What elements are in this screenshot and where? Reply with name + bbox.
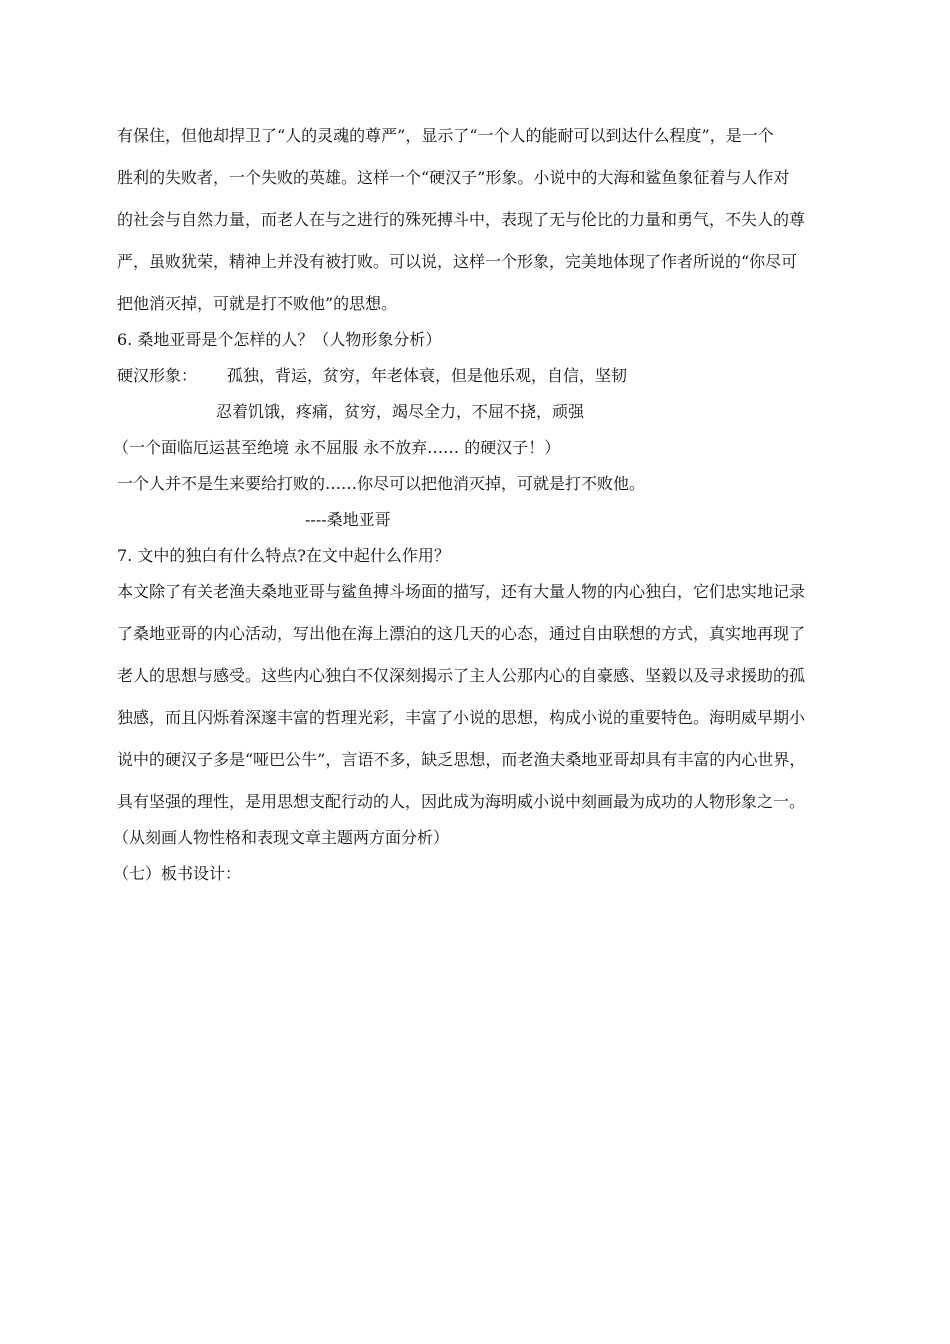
question-title: 6. 桑地亚哥是个怎样的人？（人物形象分析） — [117, 330, 442, 349]
paragraph-line: 老人的思想与感受。这些内心独白不仅深刻揭示了主人公那内心的自豪感、坚毅以及寻求援助的孤 — [117, 666, 806, 685]
paragraph-line: 独感，而且闪烁着深邃丰富的哲理光彩，丰富了小说的思想，构成小说的重要特色。海明威早期小 — [117, 708, 806, 727]
section-title: （七）板书设计： — [113, 864, 242, 883]
quote: 一个人并不是生来要给打败的……你尽可以把他消灭掉，可就是打不败他。 — [117, 474, 646, 493]
paragraph-line: 具有坚强的理性，是用思想支配行动的人，因此成为海明威小说中刻画最为成功的人物形象之一。 — [117, 792, 806, 811]
trait-row-1 — [117, 366, 627, 386]
quote-attribution: ----桑地亚哥 — [305, 510, 391, 529]
trait-summary: （一个面临厄运甚至绝境 永不屈服 永不放弃…… 的硬汉子！） — [113, 438, 561, 457]
trait-text: 孤独，背运，贫穷，年老体衰，但是他乐观，自信，坚韧 — [227, 366, 628, 385]
question-title: 7. 文中的独白有什么特点?在文中起什么作用？ — [117, 546, 450, 565]
trait-row-2: 忍着饥饿，疼痛，贫穷，竭尽全力，不屈不挠，顽强 — [216, 402, 585, 421]
paragraph-line: 的社会与自然力量，而老人在与之进行的殊死搏斗中，表现了无与伦比的力量和勇气，不失人的尊 — [117, 210, 806, 229]
paragraph-line: 说中的硬汉子多是“哑巴公牛”，言语不多，缺乏思想，而老渔夫桑地亚哥却具有丰富的内心世界， — [117, 750, 806, 769]
paragraph-line: 本文除了有关老渔夫桑地亚哥与鲨鱼搏斗场面的描写，还有大量人物的内心独白，它们忠实地记录 — [117, 582, 806, 601]
paragraph-line: 有保住，但他却捍卫了“人的灵魂的尊严”，显示了“一个人的能耐可以到达什么程度”，是一个 — [117, 126, 774, 145]
analysis-note: （从刻画人物性格和表现文章主题两方面分析） — [113, 828, 450, 847]
paragraph-line: 把他消灭掉，可就是打不败他”的思想。 — [117, 294, 398, 313]
paragraph-line: 了桑地亚哥的内心活动，写出他在海上漂泊的这几天的心态，通过自由联想的方式，真实地再现了 — [117, 624, 806, 643]
paragraph-line: 胜利的失败者，一个失败的英雄。这样一个“硬汉子”形象。小说中的大海和鲨鱼象征着与人作对 — [117, 168, 790, 187]
paragraph-line: 严，虽败犹荣，精神上并没有被打败。可以说，这样一个形象，完美地体现了作者所说的“你尽可 — [117, 252, 798, 271]
trait-label: 硬汉形象： — [117, 366, 198, 385]
